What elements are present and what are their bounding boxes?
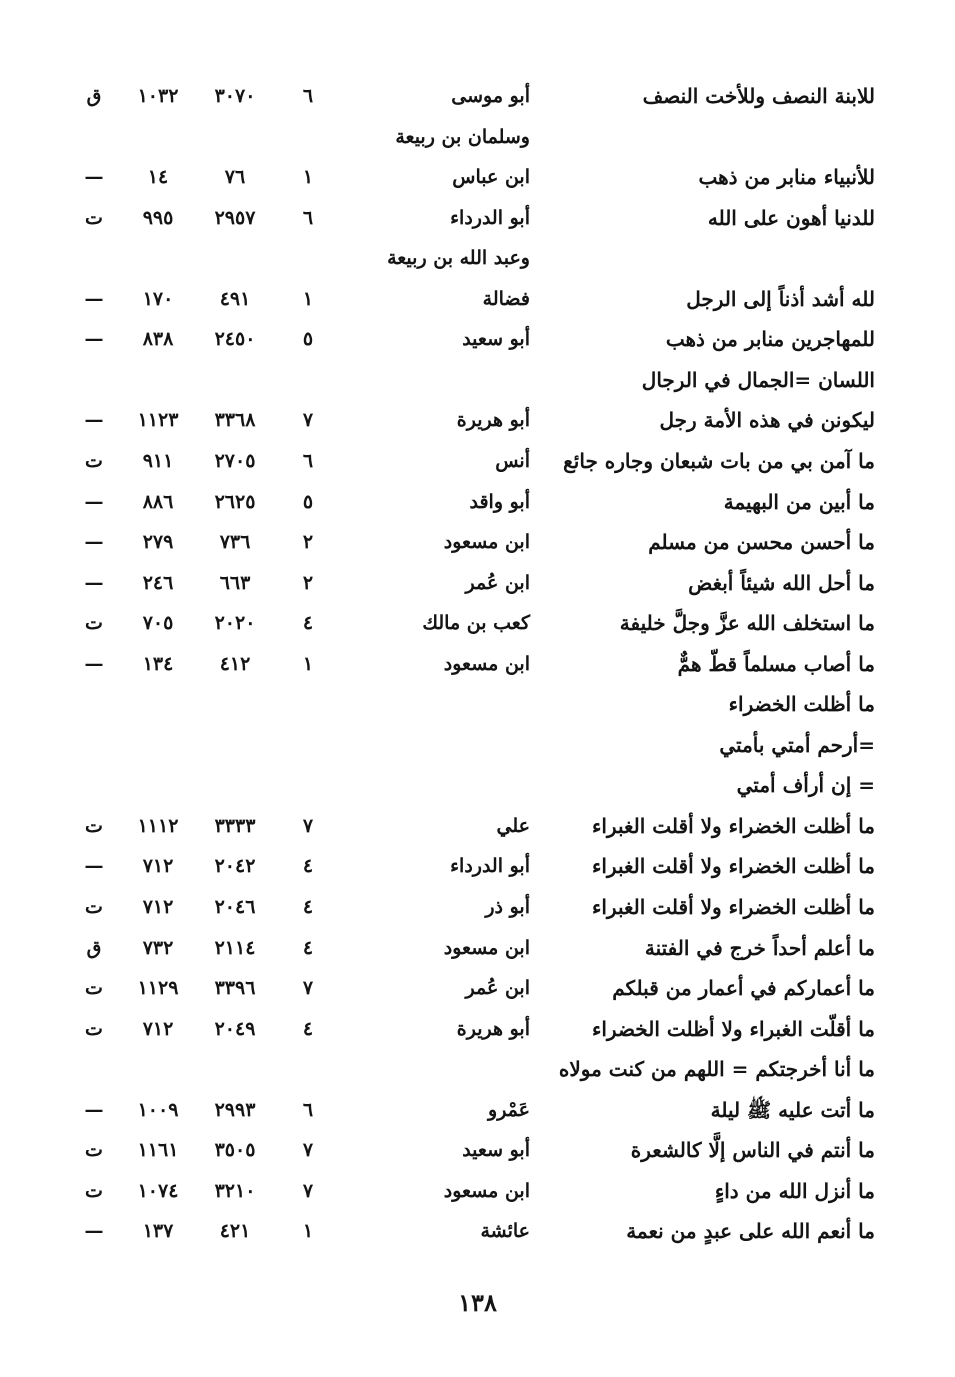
volume-number: ٤ [302, 1017, 314, 1040]
reference-number: ١٤ [147, 166, 169, 189]
narrator [330, 360, 530, 400]
index-row [0, 1090, 955, 1130]
volume-number: ٤ [302, 855, 314, 878]
narrator: ابن مسعود [443, 1179, 530, 1202]
reference-number: ٩٩٥ [142, 206, 174, 229]
volume-number: ٧ [302, 409, 314, 432]
narrator: ابن عُمر [465, 571, 530, 594]
reference-number: ٧١٢ [142, 1017, 174, 1040]
hadith-number [192, 360, 278, 400]
reference-number: ١١٢٩ [137, 977, 179, 1000]
volume-number: ١ [302, 652, 314, 675]
narrator: عائشة [480, 1220, 530, 1243]
volume-number: ١ [302, 1220, 314, 1243]
volume-number: ٢ [302, 571, 314, 594]
grade-mark: — [84, 531, 104, 554]
volume-number: ٦ [302, 449, 314, 472]
grade-mark [74, 117, 114, 157]
grade-mark: — [84, 166, 104, 189]
grade-mark: ق [86, 936, 102, 959]
hadith-title: = إن أرأف أمتي [736, 773, 875, 798]
hadith-number [192, 765, 278, 805]
hadith-title: ما أنتم في الناس إلَّا كالشعرة [630, 1138, 875, 1163]
hadith-title [545, 238, 875, 278]
hadith-title: للدنيا أهون على الله [707, 205, 875, 230]
narrator [330, 684, 530, 724]
grade-mark: ت [85, 1017, 103, 1040]
hadith-number: ٢٦٢٥ [214, 490, 256, 513]
page-number: ١٣٨ [458, 1288, 497, 1317]
volume-number: ٢ [302, 531, 314, 554]
narrator: أبو واقد [469, 490, 530, 513]
narrator: عَمْرو [488, 1098, 530, 1121]
volume-number: ٦ [302, 85, 314, 107]
hadith-title: ما أظلت الخضراء [728, 692, 875, 717]
hadith-title: للأنبياء منابر من ذهب [698, 165, 875, 190]
volume-number [290, 238, 326, 278]
hadith-title: ما أظلت الخضراء ولا أقلت الغبراء [591, 854, 875, 879]
reference-number: ٧٣٢ [142, 936, 174, 959]
hadith-title: ما أظلت الخضراء ولا أقلت الغبراء [591, 813, 875, 838]
hadith-number: ٢٠٢٠ [214, 612, 256, 635]
volume-number: ٦ [302, 1098, 314, 1121]
index-row [0, 1211, 955, 1251]
index-row [0, 522, 955, 562]
index-row [0, 238, 955, 278]
hadith-number [192, 1049, 278, 1089]
volume-number: ٥ [302, 490, 314, 513]
hadith-title: لله أشد أذناً إلى الرجل [686, 286, 875, 311]
hadith-number: ٣٠٧٠ [214, 85, 256, 107]
reference-number: ٢٧٩ [142, 531, 174, 554]
narrator: ابن مسعود [443, 531, 530, 554]
hadith-title: ما أصاب مسلماً قطّ همٌّ [677, 651, 875, 676]
volume-number [290, 117, 326, 157]
hadith-title: ما أقلّت الغبراء ولا أظلت الخضراء [591, 1016, 875, 1041]
hadith-title: ما أعلم أحداً خرج في الفتنة [644, 935, 875, 960]
index-row [0, 644, 955, 684]
hadith-number: ٣٣٦٨ [214, 409, 256, 432]
index-row [0, 684, 955, 724]
grade-mark: — [84, 571, 104, 594]
reference-number: ٧٠٥ [142, 612, 174, 635]
hadith-number: ٢٠٤٩ [214, 1017, 256, 1040]
index-row [0, 1130, 955, 1170]
index-row [0, 846, 955, 886]
index-row [0, 198, 955, 238]
hadith-title: ما آمن بي من بات شبعان وجاره جائع [563, 448, 875, 473]
narrator: أنس [495, 449, 530, 472]
volume-number: ٧ [302, 1179, 314, 1202]
grade-mark: — [84, 1220, 104, 1243]
volume-number: ١ [302, 166, 314, 189]
reference-number: ١١١٢ [137, 814, 179, 837]
hadith-title: =أرحم أمتي بأمتي [719, 732, 875, 757]
hadith-number: ٢٠٤٦ [214, 896, 256, 918]
index-row [0, 1049, 955, 1089]
grade-mark: ت [85, 814, 103, 837]
volume-number: ٧ [302, 814, 314, 837]
grade-mark: ق [86, 85, 102, 107]
grade-mark: ت [85, 1139, 103, 1162]
index-row [0, 360, 955, 400]
reference-number: ٢٤٦ [142, 571, 174, 594]
reference-number: ١٣٤ [142, 652, 174, 675]
hadith-title: ليكونن في هذه الأمة رجل [659, 408, 875, 433]
grade-mark: ت [85, 896, 103, 918]
grade-mark [74, 238, 114, 278]
hadith-title: ما أتت عليه ﷺ ليلة [710, 1097, 875, 1122]
index-row [0, 400, 955, 440]
hadith-number: ٣٢١٠ [214, 1179, 256, 1202]
reference-number [118, 117, 198, 157]
reference-number: ٩١١ [142, 449, 174, 472]
narrator: أبو ذر [485, 896, 530, 918]
reference-number: ١١٦١ [137, 1139, 179, 1162]
narrator [330, 725, 530, 765]
narrator: ابن مسعود [443, 652, 530, 675]
narrator: أبو سعيد [462, 1139, 530, 1162]
hadith-number: ٢٤٥٠ [214, 328, 256, 351]
narrator: أبو الدرداء [450, 206, 530, 229]
hadith-title: ما أنعم الله على عبدٍ من نعمة [626, 1219, 875, 1244]
reference-number: ١٠٣٢ [137, 85, 179, 107]
narrator: أبو سعيد [462, 328, 530, 351]
index-row [0, 157, 955, 197]
index-row [0, 319, 955, 359]
reference-number: ٨٨٦ [142, 490, 174, 513]
hadith-number: ٣٣٩٦ [214, 977, 256, 1000]
hadith-title: للمهاجرين منابر من ذهب [665, 327, 875, 352]
hadith-number: ٧٣٦ [219, 531, 251, 554]
volume-number [290, 684, 326, 724]
index-row [0, 928, 955, 968]
grade-mark [74, 684, 114, 724]
grade-mark: — [84, 287, 104, 310]
hadith-number: ٢٩٩٣ [214, 1098, 256, 1121]
reference-number [118, 725, 198, 765]
narrator [330, 1049, 530, 1089]
volume-number [290, 1049, 326, 1089]
narrator: ابن عُمر [465, 977, 530, 1000]
narrator: علي [496, 814, 530, 837]
grade-mark: — [84, 409, 104, 432]
grade-mark: — [84, 328, 104, 351]
index-row [0, 1009, 955, 1049]
hadith-title: للابنة النصف وللأخت النصف [642, 84, 875, 108]
narrator: ابن عباس [452, 166, 530, 189]
hadith-number [192, 725, 278, 765]
hadith-title [545, 117, 875, 157]
hadith-title: ما أنا أخرجتكم = اللهم من كنت مولاه [558, 1057, 875, 1082]
volume-number: ٤ [302, 896, 314, 918]
grade-mark: ت [85, 206, 103, 229]
volume-number: ٧ [302, 1139, 314, 1162]
hadith-number: ٢٠٤٢ [214, 855, 256, 878]
reference-number [118, 1049, 198, 1089]
hadith-number: ٦٦٣ [219, 571, 251, 594]
volume-number: ٤ [302, 612, 314, 635]
grade-mark: ت [85, 1179, 103, 1202]
reference-number: ٧١٢ [142, 855, 174, 878]
hadith-number: ٢٩٥٧ [214, 206, 256, 229]
hadith-number: ٧٦ [224, 166, 246, 189]
index-row [0, 765, 955, 805]
reference-number: ١٧٠ [142, 287, 174, 310]
hadith-number: ٤١٢ [219, 652, 251, 675]
hadith-number [192, 117, 278, 157]
hadith-title: اللسان =الجمال في الرجال [641, 367, 875, 392]
reference-number: ١٠٠٩ [137, 1098, 179, 1121]
hadith-number: ٣٥٠٥ [214, 1139, 256, 1162]
index-row [0, 806, 955, 846]
index-row [0, 1171, 955, 1211]
narrator: أبو هريرة [456, 1017, 530, 1040]
hadith-title: ما أظلت الخضراء ولا أقلت الغبراء [591, 895, 875, 919]
hadith-number: ٣٣٣٣ [214, 814, 256, 837]
hadith-title: ما أحسن محسن من مسلم [648, 530, 875, 555]
reference-number: ٨٣٨ [142, 328, 174, 351]
reference-number: ١٠٧٤ [137, 1179, 179, 1202]
index-row [0, 76, 955, 116]
hadith-number: ٢١١٤ [214, 936, 256, 959]
hadith-number: ٤٩١ [219, 287, 251, 310]
index-row [0, 482, 955, 522]
narrator: أبو موسى [451, 85, 530, 107]
reference-number [118, 684, 198, 724]
grade-mark [74, 1049, 114, 1089]
hadith-title: ما أبين من البهيمة [723, 489, 875, 514]
volume-number: ٤ [302, 936, 314, 959]
hadith-title: ما استخلف الله عزَّ وجلَّ خليفة [619, 611, 875, 636]
hadith-number: ٢٧٠٥ [214, 449, 256, 472]
reference-number: ١٣٧ [142, 1220, 174, 1243]
narrator: ابن مسعود [443, 936, 530, 959]
narrator [330, 765, 530, 805]
volume-number [290, 725, 326, 765]
narrator: فضالة [482, 287, 530, 310]
index-row [0, 887, 955, 927]
volume-number: ١ [302, 287, 314, 310]
grade-mark: — [84, 855, 104, 878]
hadith-number: ٤٢١ [219, 1220, 251, 1243]
grade-mark: — [84, 490, 104, 513]
grade-mark: ت [85, 612, 103, 635]
narrator: كعب بن مالك [422, 612, 530, 635]
reference-number [118, 765, 198, 805]
grade-mark [74, 360, 114, 400]
volume-number [290, 765, 326, 805]
volume-number: ٥ [302, 328, 314, 351]
index-row [0, 725, 955, 765]
grade-mark [74, 725, 114, 765]
hadith-number [192, 684, 278, 724]
reference-number [118, 238, 198, 278]
index-row [0, 563, 955, 603]
reference-number [118, 360, 198, 400]
grade-mark: — [84, 652, 104, 675]
narrator: أبو الدرداء [450, 855, 530, 878]
hadith-title: ما أنزل الله من داءٍ [714, 1178, 875, 1203]
narrator: وسلمان بن ربيعة [395, 125, 530, 148]
grade-mark [74, 765, 114, 805]
narrator: وعبد الله بن ربيعة [387, 247, 530, 270]
reference-number: ١١٢٣ [137, 409, 179, 432]
index-row [0, 603, 955, 643]
reference-number: ٧١٢ [142, 896, 174, 918]
hadith-number [192, 238, 278, 278]
hadith-title: ما أعماركم في أعمار من قبلكم [612, 976, 875, 1001]
grade-mark: ت [85, 977, 103, 1000]
index-row [0, 117, 955, 157]
volume-number: ٦ [302, 206, 314, 229]
index-row [0, 968, 955, 1008]
index-row [0, 441, 955, 481]
narrator: أبو هريرة [456, 409, 530, 432]
volume-number: ٧ [302, 977, 314, 1000]
volume-number [290, 360, 326, 400]
grade-mark: — [84, 1098, 104, 1121]
hadith-title: ما أحل الله شيئاً أبغض [688, 570, 875, 595]
grade-mark: ت [85, 449, 103, 472]
index-row [0, 279, 955, 319]
